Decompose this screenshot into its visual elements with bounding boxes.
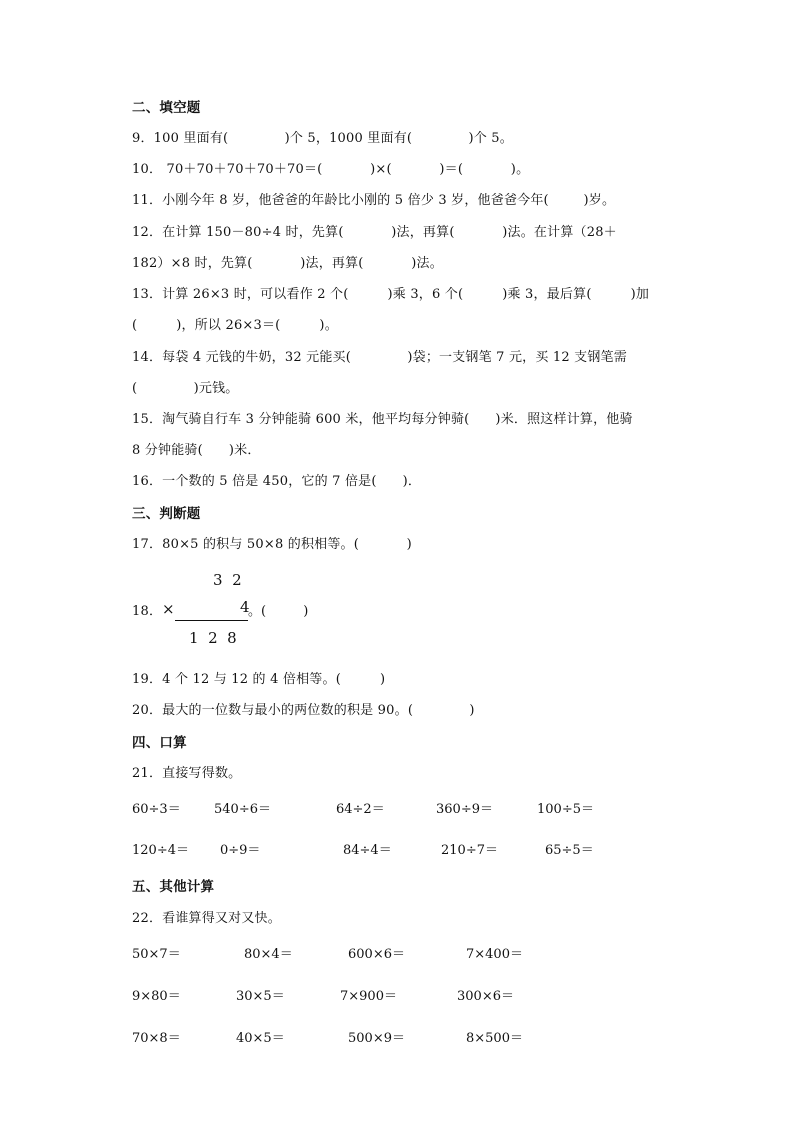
calc-item: 40×5＝ (236, 1031, 285, 1046)
section-heading-oral: 四、口算 (132, 735, 187, 751)
calc-item: 9×80＝ (132, 989, 181, 1004)
section-heading-other: 五、其他计算 (132, 879, 215, 895)
question-9: 9．100 里面有( )个 5，1000 里面有( )个 5。 (132, 131, 513, 146)
calc-item: 70×8＝ (132, 1031, 181, 1046)
question-12-line1: 12．在计算 150－80÷4 时，先算( )法，再算( )法。在计算（28＋ (132, 225, 617, 240)
calc-item: 500×9＝ (348, 1031, 405, 1046)
oral-item: 65÷5＝ (545, 843, 594, 858)
calc-item: 8×500＝ (466, 1031, 523, 1046)
calc-item: 7×400＝ (466, 947, 523, 962)
vertical-result: 1 2 8 (189, 629, 237, 647)
calc-item: 80×4＝ (244, 947, 293, 962)
oral-item: 360÷9＝ (436, 802, 493, 817)
oral-item: 100÷5＝ (537, 802, 594, 817)
vertical-multiplier: 4 (240, 598, 250, 616)
oral-item: 84÷4＝ (343, 843, 392, 858)
question-22: 22．看谁算得又对又快。 (132, 911, 281, 926)
calc-item: 50×7＝ (132, 947, 181, 962)
calc-item: 30×5＝ (236, 989, 285, 1004)
oral-item: 540÷6＝ (214, 802, 271, 817)
question-19: 19．4 个 12 与 12 的 4 倍相等。( ) (132, 672, 386, 687)
question-14-line2: ( )元钱。 (132, 381, 239, 396)
question-20: 20．最大的一位数与最小的两位数的积是 90。( ) (132, 703, 475, 718)
vertical-calc-rule (175, 620, 248, 621)
question-17: 17．80×5 的积与 50×8 的积相等。( ) (132, 537, 412, 552)
calc-item: 300×6＝ (457, 989, 514, 1004)
question-16: 16．一个数的 5 倍是 450，它的 7 倍是( )． (132, 474, 422, 489)
oral-item: 0÷9＝ (220, 843, 261, 858)
vertical-multiply-sign: × (162, 600, 175, 618)
question-18-prefix: 18． (132, 604, 163, 619)
oral-item: 60÷3＝ (132, 802, 181, 817)
question-11: 11．小刚今年 8 岁，他爸爸的年龄比小刚的 5 倍少 3 岁，他爸爸今年( )岁。 (132, 193, 616, 208)
question-13-line2: ( )，所以 26×3＝( )。 (132, 318, 338, 333)
oral-item: 210÷7＝ (441, 843, 498, 858)
oral-item: 120÷4＝ (132, 843, 189, 858)
vertical-top-number: 3 2 (213, 571, 242, 589)
question-18-suffix: 。( ) (248, 604, 309, 619)
question-14-line1: 14．每袋 4 元钱的牛奶，32 元能买( )袋；一支钢笔 7 元，买 12 支钢笔需 (132, 350, 627, 365)
question-13-line1: 13．计算 26×3 时，可以看作 2 个( )乘 3，6 个( )乘 3，最后算( )加 (132, 287, 650, 302)
section-heading-fill-blank: 二、填空题 (132, 100, 201, 116)
question-15-line2: 8 分钟能骑( )米． (132, 443, 261, 458)
question-21: 21．直接写得数。 (132, 766, 242, 781)
question-15-line1: 15．淘气骑自行车 3 分钟能骑 600 米，他平均每分钟骑( )米．照这样计算，他骑 (132, 412, 633, 427)
question-10: 10． 70＋70＋70＋70＋70＝( )×( )＝( )。 (132, 162, 530, 177)
section-heading-judge: 三、判断题 (132, 506, 201, 522)
calc-item: 7×900＝ (340, 989, 397, 1004)
question-12-line2: 182）×8 时，先算( )法，再算( )法。 (132, 256, 443, 271)
oral-item: 64÷2＝ (336, 802, 385, 817)
calc-item: 600×6＝ (348, 947, 405, 962)
